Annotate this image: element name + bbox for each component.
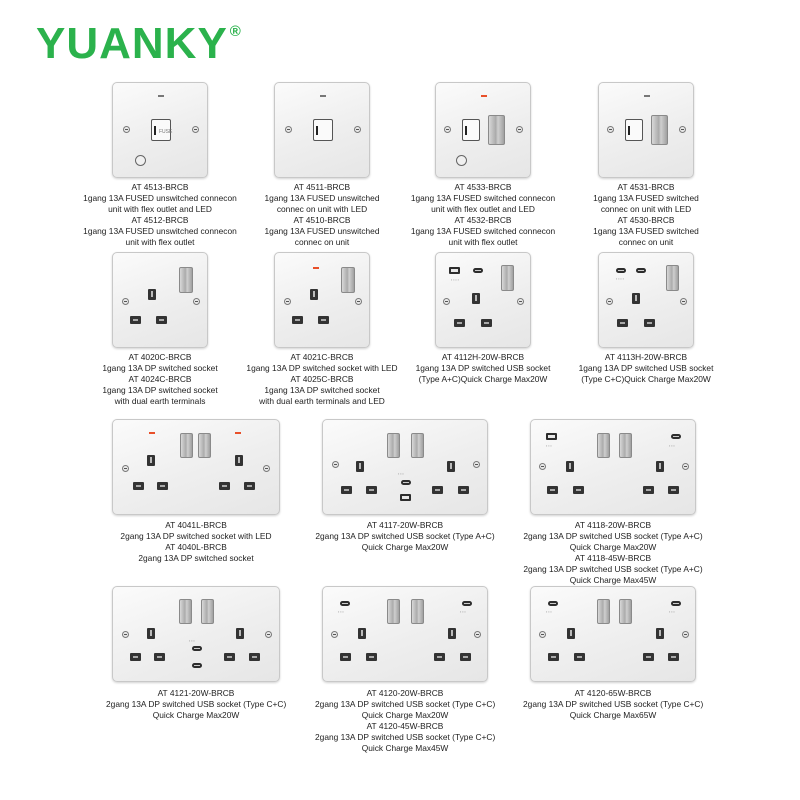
- usb-spec-mark: ▪ ▪ ▪: [669, 610, 675, 614]
- caption-line: AT 4120-20W-BRCB: [366, 688, 444, 698]
- rocker-switch: [666, 265, 679, 291]
- live-pin-slot: [548, 653, 559, 661]
- screw-left: [122, 465, 129, 472]
- caption-line: AT 4510-BRCB: [293, 215, 351, 225]
- live-pin-slot: [224, 653, 235, 661]
- usb-spec-mark: ▪ ▪ ▪ ▪: [616, 277, 624, 281]
- screw-right: [516, 126, 523, 133]
- caption-line: AT 4024C-BRCB: [128, 374, 192, 384]
- product-caption: [315, 688, 495, 754]
- caption-line: 1gang 13A FUSED unswitched: [264, 193, 380, 203]
- caption-line: 1gang 13A DP switched USB socket: [578, 363, 714, 373]
- earth-pin-slot: [356, 461, 364, 472]
- caption-line: 2gang 13A DP switched USB socket (Type C+C): [315, 699, 496, 709]
- caption-line: Quick Charge Max20W: [569, 542, 657, 552]
- usb-c-port: [473, 268, 483, 273]
- rocker-switch: [179, 599, 192, 624]
- fuse-holder: FUSE: [151, 119, 171, 141]
- usb-c-port: [340, 601, 350, 606]
- neutral-pin-slot: [249, 653, 260, 661]
- screw-right: [517, 298, 524, 305]
- screw-left: [539, 631, 546, 638]
- rocker-switch: [488, 115, 505, 145]
- caption-line: AT 4512-BRCB: [131, 215, 189, 225]
- neutral-pin-slot: [157, 482, 168, 490]
- brand-logo: [36, 19, 242, 68]
- caption-line: (Type A+C)Quick Charge Max20W: [418, 374, 548, 384]
- product-caption: [403, 352, 563, 385]
- fuse-holder: [313, 119, 333, 141]
- earth-pin-slot: [632, 293, 640, 304]
- caption-line: unit with flex outlet: [125, 237, 195, 247]
- earth-pin-slot: [447, 461, 455, 472]
- product-caption: [403, 182, 563, 248]
- caption-line: AT 4113H-20W-BRCB: [604, 352, 688, 362]
- caption-line: AT 4021C-BRCB: [290, 352, 354, 362]
- caption-line: AT 4120-65W-BRCB: [574, 688, 652, 698]
- earth-pin-slot: [310, 289, 318, 300]
- caption-line: AT 4121-20W-BRCB: [157, 688, 235, 698]
- caption-line: AT 4025C-BRCB: [290, 374, 354, 384]
- earth-pin-slot: [148, 289, 156, 300]
- product-caption: [106, 688, 286, 721]
- earth-pin-slot: [448, 628, 456, 639]
- live-pin-slot: [643, 653, 654, 661]
- product-image-4531: [598, 82, 694, 178]
- caption-line: 1gang 13A FUSED switched: [593, 226, 699, 236]
- caption-line: unit with flex outlet and LED: [431, 204, 535, 214]
- screw-right: [682, 631, 689, 638]
- caption-line: AT 4118-20W-BRCB: [574, 520, 652, 530]
- product-caption: [523, 520, 703, 586]
- caption-line: Quick Charge Max45W: [569, 575, 657, 585]
- usb-c-port: [548, 601, 558, 606]
- earth-pin-slot: [358, 628, 366, 639]
- product-image-4533: [435, 82, 531, 178]
- live-pin-slot: [454, 319, 465, 327]
- usb-a-port: [546, 433, 557, 440]
- caption-line: 1gang 13A FUSED switched connecon: [410, 193, 556, 203]
- caption-line: unit with flex outlet: [448, 237, 518, 247]
- earth-pin-slot: [567, 628, 575, 639]
- live-pin-slot: [434, 653, 445, 661]
- caption-line: AT 4531-BRCB: [617, 182, 675, 192]
- caption-line: AT 4020C-BRCB: [128, 352, 192, 362]
- earth-pin-slot: [147, 628, 155, 639]
- product-caption: [80, 352, 240, 407]
- caption-line: AT 4117-20W-BRCB: [366, 520, 444, 530]
- caption-line: connec on unit with LED: [600, 204, 692, 214]
- caption-line: Quick Charge Max20W: [361, 710, 449, 720]
- product-caption: [523, 688, 703, 721]
- neutral-pin-slot: [318, 316, 329, 324]
- fuse-holder: [625, 119, 643, 141]
- neutral-pin-slot: [668, 486, 679, 494]
- caption-line: 2gang 13A DP switched USB socket (Type A+C): [523, 531, 703, 541]
- rocker-switch: [619, 433, 632, 458]
- caption-line: 1gang 13A FUSED switched: [593, 193, 699, 203]
- live-pin-slot: [292, 316, 303, 324]
- neutral-pin-slot: [574, 653, 585, 661]
- screw-right: [265, 631, 272, 638]
- live-pin-slot: [340, 653, 351, 661]
- product-image-4112h: [435, 252, 531, 348]
- screw-right: [193, 298, 200, 305]
- caption-line: AT 4533-BRCB: [454, 182, 512, 192]
- neutral-pin-slot: [573, 486, 584, 494]
- neutral-pin-slot: [244, 482, 255, 490]
- product-image-4120-20w: [322, 586, 488, 682]
- usb-c-port: [636, 268, 646, 273]
- product-caption: [566, 182, 726, 248]
- product-image-4117: [322, 419, 488, 515]
- screw-left: [123, 126, 130, 133]
- caption-line: 2gang 13A DP switched socket: [138, 553, 254, 563]
- earth-pin-slot: [566, 461, 574, 472]
- rocker-switch: [387, 599, 400, 624]
- caption-line: Quick Charge Max20W: [152, 710, 240, 720]
- neutral-pin-slot: [481, 319, 492, 327]
- rocker-switch: [597, 599, 610, 624]
- caption-line: 1gang 13A DP switched socket: [102, 385, 218, 395]
- caption-line: 1gang 13A FUSED unswitched connecon: [83, 193, 237, 203]
- caption-line: 1gang 13A FUSED unswitched: [264, 226, 380, 236]
- earth-pin-slot: [236, 628, 244, 639]
- screw-right: [679, 126, 686, 133]
- screw-right: [263, 465, 270, 472]
- live-pin-slot: [341, 486, 352, 494]
- neutral-pin-slot: [458, 486, 469, 494]
- product-image-4020c: [112, 252, 208, 348]
- flex-outlet: [456, 155, 467, 166]
- caption-line: Quick Charge Max20W: [361, 542, 449, 552]
- caption-line: 2gang 13A DP switched socket with LED: [120, 531, 272, 541]
- usb-a-port: [449, 267, 460, 274]
- registered-mark: ®: [229, 23, 242, 40]
- screw-left: [539, 463, 546, 470]
- caption-line: Quick Charge Max45W: [361, 743, 449, 753]
- usb-c-port: [401, 480, 411, 485]
- rocker-switch: [201, 599, 214, 624]
- neutral-pin-slot: [154, 653, 165, 661]
- product-caption: [566, 352, 726, 385]
- neutral-pin-slot: [366, 486, 377, 494]
- led-indicator: [644, 95, 650, 97]
- earth-pin-slot: [472, 293, 480, 304]
- caption-line: 1gang 13A DP switched USB socket: [415, 363, 551, 373]
- rocker-switch: [179, 267, 193, 293]
- caption-line: connec on unit: [618, 237, 674, 247]
- product-caption: [242, 352, 402, 407]
- caption-line: AT 4112H-20W-BRCB: [441, 352, 525, 362]
- neutral-pin-slot: [460, 653, 471, 661]
- rocker-switch: [411, 599, 424, 624]
- caption-line: unit with flex outlet and LED: [108, 204, 212, 214]
- product-caption: [80, 182, 240, 248]
- rocker-switch: [411, 433, 424, 458]
- caption-line: connec on unit: [294, 237, 350, 247]
- product-image-4021c: [274, 252, 370, 348]
- brand-name: YUANKY: [36, 19, 228, 68]
- earth-pin-slot: [656, 461, 664, 472]
- caption-line: AT 4511-BRCB: [293, 182, 351, 192]
- screw-left: [122, 631, 129, 638]
- screw-left: [607, 126, 614, 133]
- usb-spec-mark: ▪ ▪ ▪ ▪: [451, 278, 459, 282]
- earth-pin-slot: [147, 455, 155, 466]
- product-image-4513: [112, 82, 208, 178]
- screw-left: [331, 631, 338, 638]
- caption-line: Quick Charge Max65W: [569, 710, 657, 720]
- caption-line: 2gang 13A DP switched USB socket (Type C+C): [523, 699, 704, 709]
- live-pin-slot: [643, 486, 654, 494]
- usb-spec-mark: ▪ ▪ ▪: [398, 472, 404, 476]
- neutral-pin-slot: [644, 319, 655, 327]
- usb-spec-mark: ▪ ▪ ▪: [460, 610, 466, 614]
- product-image-4118: [530, 419, 696, 515]
- product-image-4113h: [598, 252, 694, 348]
- led-indicator: [158, 95, 164, 97]
- screw-right: [680, 298, 687, 305]
- usb-c-port: [192, 663, 202, 668]
- earth-pin-slot: [235, 455, 243, 466]
- product-caption: [315, 520, 495, 553]
- neutral-pin-slot: [668, 653, 679, 661]
- rocker-switch: [501, 265, 514, 291]
- led-indicator: [320, 95, 326, 97]
- live-pin-slot: [219, 482, 230, 490]
- usb-spec-mark: ▪ ▪ ▪: [338, 610, 344, 614]
- caption-line: 2gang 13A DP switched USB socket (Type A+C): [523, 564, 703, 574]
- rocker-switch: [387, 433, 400, 458]
- usb-c-port: [616, 268, 626, 273]
- product-caption: [242, 182, 402, 248]
- live-pin-slot: [617, 319, 628, 327]
- live-pin-slot: [133, 482, 144, 490]
- screw-left: [443, 298, 450, 305]
- screw-left: [332, 461, 339, 468]
- neutral-pin-slot: [366, 653, 377, 661]
- product-caption: [106, 520, 286, 564]
- usb-a-port: [400, 494, 411, 501]
- screw-right: [355, 298, 362, 305]
- product-image-4041l: [112, 419, 280, 515]
- rocker-switch: [341, 267, 355, 293]
- earth-pin-slot: [656, 628, 664, 639]
- live-pin-slot: [130, 653, 141, 661]
- caption-line: 2gang 13A DP switched USB socket (Type C+C): [315, 732, 496, 742]
- rocker-switch: [651, 115, 668, 145]
- caption-line: AT 4120-45W-BRCB: [366, 721, 444, 731]
- caption-line: 1gang 13A DP switched socket: [102, 363, 218, 373]
- screw-left: [122, 298, 129, 305]
- usb-c-port: [671, 601, 681, 606]
- caption-line: AT 4532-BRCB: [454, 215, 512, 225]
- caption-line: 1gang 13A DP switched socket: [264, 385, 380, 395]
- caption-line: 1gang 13A FUSED switched connecon: [410, 226, 556, 236]
- caption-line: AT 4040L-BRCB: [165, 542, 227, 552]
- usb-c-port: [462, 601, 472, 606]
- product-image-4120-65w: [530, 586, 696, 682]
- rocker-switch: [597, 433, 610, 458]
- rocker-switch: [619, 599, 632, 624]
- live-pin-slot: [547, 486, 558, 494]
- caption-line: AT 4118-45W-BRCB: [574, 553, 652, 563]
- usb-spec-mark: ▪ ▪ ▪: [546, 444, 552, 448]
- caption-line: connec on unit with LED: [276, 204, 368, 214]
- caption-line: (Type C+C)Quick Charge Max20W: [581, 374, 711, 384]
- caption-line: AT 4530-BRCB: [617, 215, 675, 225]
- screw-right: [682, 463, 689, 470]
- screw-right: [192, 126, 199, 133]
- screw-left: [284, 298, 291, 305]
- caption-line: 2gang 13A DP switched USB socket (Type C+C): [106, 699, 287, 709]
- screw-right: [474, 631, 481, 638]
- flex-outlet: [135, 155, 146, 166]
- fuse-holder: [462, 119, 480, 141]
- usb-c-port: [671, 434, 681, 439]
- live-pin-slot: [130, 316, 141, 324]
- caption-line: with dual earth terminals and LED: [259, 396, 385, 406]
- usb-spec-mark: ▪ ▪ ▪: [189, 639, 195, 643]
- caption-line: AT 4513-BRCB: [131, 182, 189, 192]
- led-indicator: [149, 432, 155, 434]
- rocker-switch: [180, 433, 193, 458]
- caption-line: with dual earth terminals: [114, 396, 206, 406]
- screw-left: [606, 298, 613, 305]
- product-image-4121: [112, 586, 280, 682]
- caption-line: 1gang 13A DP switched socket with LED: [246, 363, 398, 373]
- usb-c-port: [192, 646, 202, 651]
- led-indicator: [313, 267, 319, 269]
- screw-right: [473, 461, 480, 468]
- product-image-4511: [274, 82, 370, 178]
- caption-line: 1gang 13A FUSED unswitched connecon: [83, 226, 237, 236]
- screw-left: [285, 126, 292, 133]
- caption-line: AT 4041L-BRCB: [165, 520, 227, 530]
- led-indicator: [235, 432, 241, 434]
- usb-spec-mark: ▪ ▪ ▪: [546, 610, 552, 614]
- caption-line: 2gang 13A DP switched USB socket (Type A+C): [315, 531, 495, 541]
- live-pin-slot: [432, 486, 443, 494]
- screw-left: [444, 126, 451, 133]
- screw-right: [354, 126, 361, 133]
- neutral-pin-slot: [156, 316, 167, 324]
- usb-spec-mark: ▪ ▪ ▪: [669, 444, 675, 448]
- rocker-switch: [198, 433, 211, 458]
- led-indicator: [481, 95, 487, 97]
